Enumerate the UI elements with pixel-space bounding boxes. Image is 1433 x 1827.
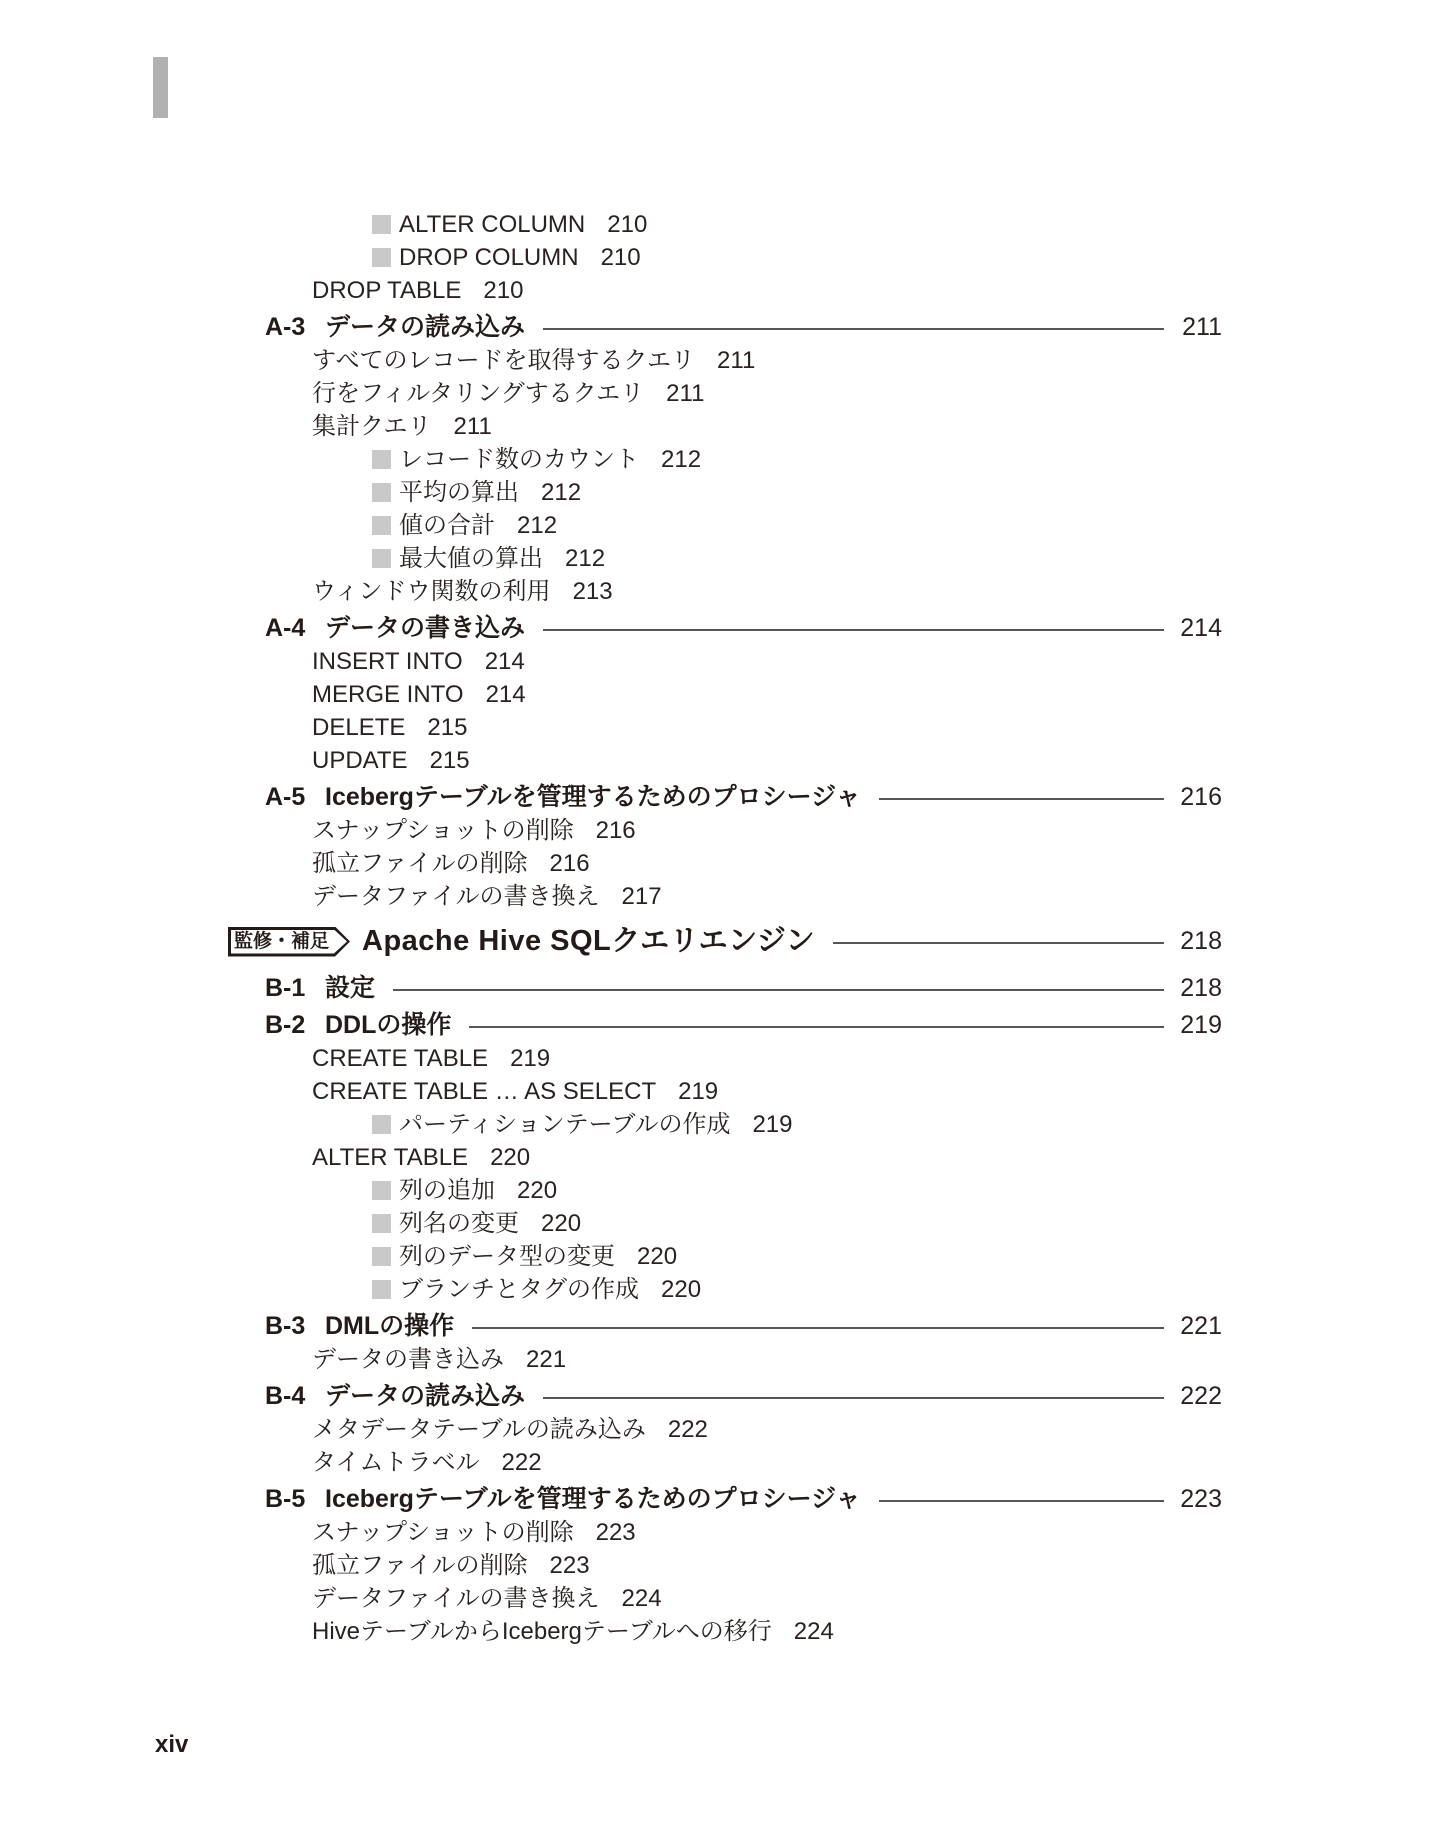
toc-entry-title: スナップショットの削除 (312, 817, 574, 844)
toc-entry-title: レコード数のカウント (399, 446, 639, 473)
toc-entry-title: ウィンドウ関数の利用 (312, 578, 551, 605)
toc-entry-page: 220 (637, 1243, 678, 1270)
badge-label: 監修・補足 (233, 931, 329, 952)
toc-entry-page: 220 (541, 1210, 582, 1237)
toc-entry-part (0, 925, 1433, 958)
toc-entry-page: 219 (752, 1111, 793, 1138)
toc-entry-title: 値の合計 (399, 512, 495, 539)
toc-entry-detail (0, 1240, 1433, 1273)
toc-entry-title: データファイルの書き換え (312, 1585, 600, 1612)
section-title: DMLの操作 (325, 1312, 455, 1340)
toc-entry-title: 列のデータ型の変更 (399, 1243, 615, 1270)
toc-entry-section (0, 1009, 1433, 1042)
toc-entry-section (0, 972, 1433, 1005)
section-page: 218 (1180, 974, 1222, 1002)
toc-entry-page: 220 (517, 1177, 558, 1204)
toc-entry-title: データファイルの書き換え (312, 883, 600, 910)
toc-entry-page: 211 (453, 413, 492, 440)
toc-entry-title: 孤立ファイルの削除 (312, 850, 528, 877)
section-title: DDLの操作 (325, 1011, 452, 1039)
toc-entry-page: 210 (600, 244, 641, 271)
toc-entry-page: 220 (661, 1276, 702, 1303)
leader-line (393, 989, 1164, 991)
toc-entry-section (0, 311, 1433, 344)
bullet-square-icon (372, 549, 391, 568)
section-page: 222 (1180, 1382, 1222, 1410)
part-title: Apache Hive SQLクエリエンジン (362, 925, 816, 957)
toc-entry-detail (0, 1108, 1433, 1141)
toc-entry-detail (0, 443, 1433, 476)
toc-entry-page: 212 (565, 545, 606, 572)
toc-entry-detail (0, 208, 1433, 241)
toc-entry-page: 212 (517, 512, 558, 539)
toc-entry-detail (0, 1273, 1433, 1306)
toc-entry-item (0, 1446, 1433, 1479)
toc-entry-title: 最大値の算出 (399, 545, 543, 572)
section-page: 211 (1182, 313, 1222, 341)
bullet-square-icon (372, 215, 391, 234)
toc-entry-page: 217 (621, 883, 662, 910)
toc-entry-item (0, 645, 1433, 678)
section-title: Icebergテーブルを管理するためのプロシージャ (325, 783, 861, 811)
section-number: A-4 (265, 614, 306, 642)
toc-entry-title: CREATE TABLE (312, 1045, 489, 1072)
leader-line (472, 1327, 1164, 1329)
toc-entry-title: CREATE TABLE … AS SELECT (312, 1078, 657, 1105)
section-page: 221 (1180, 1312, 1222, 1340)
leader-line (879, 1500, 1164, 1502)
toc-entry-title: HiveテーブルからIcebergテーブルへの移行 (312, 1618, 772, 1645)
toc-entry-title: すべてのレコードを取得するクエリ (312, 347, 696, 374)
toc-entry-section (0, 781, 1433, 814)
toc-entry-page: 220 (490, 1144, 531, 1171)
toc-entry-title: DELETE (312, 714, 406, 741)
toc-entry-title: スナップショットの削除 (312, 1519, 574, 1546)
toc-entry-page: 215 (429, 747, 470, 774)
toc-entry-title: メタデータテーブルの読み込み (312, 1416, 646, 1443)
toc-entry-title: タイムトラベル (312, 1449, 480, 1476)
section-page: 219 (1180, 1011, 1222, 1039)
toc-entry-page: 211 (666, 380, 705, 407)
toc-entry-page: 210 (607, 211, 648, 238)
toc-entry-page: 223 (595, 1519, 636, 1546)
toc-entry-detail (0, 509, 1433, 542)
toc-entry-item (0, 1516, 1433, 1549)
section-number: B-5 (265, 1485, 306, 1513)
toc-entry-page: 223 (549, 1552, 590, 1579)
toc-entry-detail (0, 542, 1433, 575)
toc-entry-item (0, 1549, 1433, 1582)
toc-entry-item (0, 1141, 1433, 1174)
toc-entry-item (0, 377, 1433, 410)
toc-entry-section (0, 1380, 1433, 1413)
section-number: B-2 (265, 1011, 306, 1039)
bullet-square-icon (372, 248, 391, 267)
toc-entry-section (0, 1483, 1433, 1516)
toc-entry-detail (0, 241, 1433, 274)
toc-entry-page: 212 (661, 446, 702, 473)
toc-entry-item (0, 344, 1433, 377)
toc-entry-page: 216 (549, 850, 590, 877)
toc-entry-item (0, 575, 1433, 608)
toc-entry-title: ALTER TABLE (312, 1144, 469, 1171)
section-number: A-3 (265, 313, 306, 341)
folio-page-number: xiv (155, 1731, 189, 1758)
toc-entry-page: 222 (501, 1449, 542, 1476)
bullet-square-icon (372, 1247, 391, 1266)
toc-entry-item (0, 274, 1433, 307)
section-page: 216 (1180, 783, 1222, 811)
toc-entry-page: 213 (572, 578, 613, 605)
leader-line (543, 629, 1164, 631)
toc-entry-page: 219 (678, 1078, 719, 1105)
toc-entry-section (0, 1310, 1433, 1343)
toc-entry-item (0, 814, 1433, 847)
toc-entry-item (0, 711, 1433, 744)
toc-entry-item (0, 1343, 1433, 1376)
toc-entry-item (0, 847, 1433, 880)
toc-entry-item (0, 678, 1433, 711)
section-title: 設定 (325, 974, 376, 1002)
toc-entry-title: データの書き込み (312, 1346, 504, 1373)
leader-line (833, 942, 1164, 944)
bullet-square-icon (372, 1214, 391, 1233)
section-number: B-1 (265, 974, 306, 1002)
toc-entry-page: 221 (526, 1346, 567, 1373)
leader-line (879, 798, 1164, 800)
toc-entry-item (0, 1075, 1433, 1108)
bullet-square-icon (372, 1181, 391, 1200)
toc-entry-item (0, 410, 1433, 443)
supervision-badge (228, 927, 350, 957)
toc-entry-title: DROP TABLE (312, 277, 462, 304)
section-page: 214 (1180, 614, 1222, 642)
leader-line (469, 1026, 1164, 1028)
toc-entry-title: DROP COLUMN (399, 244, 579, 271)
page-edge-mark (153, 57, 168, 118)
toc-entry-title: 行をフィルタリングするクエリ (312, 380, 645, 407)
toc-entry-item (0, 1582, 1433, 1615)
toc-entry-detail (0, 476, 1433, 509)
toc-entry-page: 212 (541, 479, 582, 506)
toc-entry-title: 列の追加 (399, 1177, 495, 1204)
toc-entry-title: MERGE INTO (312, 681, 464, 708)
toc-entry-title: ALTER COLUMN (399, 211, 586, 238)
toc-entry-page: 215 (427, 714, 468, 741)
toc-entry-title: パーティションテーブルの作成 (399, 1111, 731, 1138)
toc-entry-title: ブランチとタグの作成 (399, 1276, 639, 1303)
bullet-square-icon (372, 516, 391, 535)
bullet-square-icon (372, 483, 391, 502)
bullet-square-icon (372, 1280, 391, 1299)
section-page: 223 (1180, 1485, 1222, 1513)
bullet-square-icon (372, 1115, 391, 1134)
toc-entry-page: 216 (595, 817, 636, 844)
toc-entry-page: 210 (483, 277, 524, 304)
bullet-square-icon (372, 450, 391, 469)
toc-entry-page: 214 (485, 681, 526, 708)
part-page: 218 (1180, 927, 1222, 955)
toc-entry-item (0, 1042, 1433, 1075)
toc-entry-page: 224 (621, 1585, 662, 1612)
section-title: データの読み込み (325, 1382, 526, 1410)
section-number: B-4 (265, 1382, 306, 1410)
section-title: データの書き込み (325, 614, 526, 642)
toc-entry-detail (0, 1174, 1433, 1207)
toc-entry-title: 平均の算出 (399, 479, 519, 506)
toc-entry-item (0, 880, 1433, 913)
toc-entry-item (0, 1615, 1433, 1648)
leader-line (543, 328, 1164, 330)
toc-entry-title: 列名の変更 (399, 1210, 519, 1237)
toc-entry-page: 219 (510, 1045, 551, 1072)
toc-entry-page: 214 (484, 648, 525, 675)
section-title: Icebergテーブルを管理するためのプロシージャ (325, 1485, 861, 1513)
table-of-contents (0, 208, 1433, 1648)
toc-entry-title: 孤立ファイルの削除 (312, 1552, 528, 1579)
toc-entry-section (0, 612, 1433, 645)
leader-line (543, 1397, 1164, 1399)
toc-entry-detail (0, 1207, 1433, 1240)
section-number: A-5 (265, 783, 306, 811)
section-title: データの読み込み (325, 313, 526, 341)
toc-entry-title: UPDATE (312, 747, 408, 774)
toc-entry-item (0, 744, 1433, 777)
toc-entry-page: 222 (667, 1416, 708, 1443)
toc-entry-title: 集計クエリ (312, 413, 432, 440)
toc-entry-title: INSERT INTO (312, 648, 463, 675)
toc-entry-page: 224 (793, 1618, 834, 1645)
section-number: B-3 (265, 1312, 306, 1340)
toc-entry-page: 211 (717, 347, 756, 374)
toc-entry-item (0, 1413, 1433, 1446)
